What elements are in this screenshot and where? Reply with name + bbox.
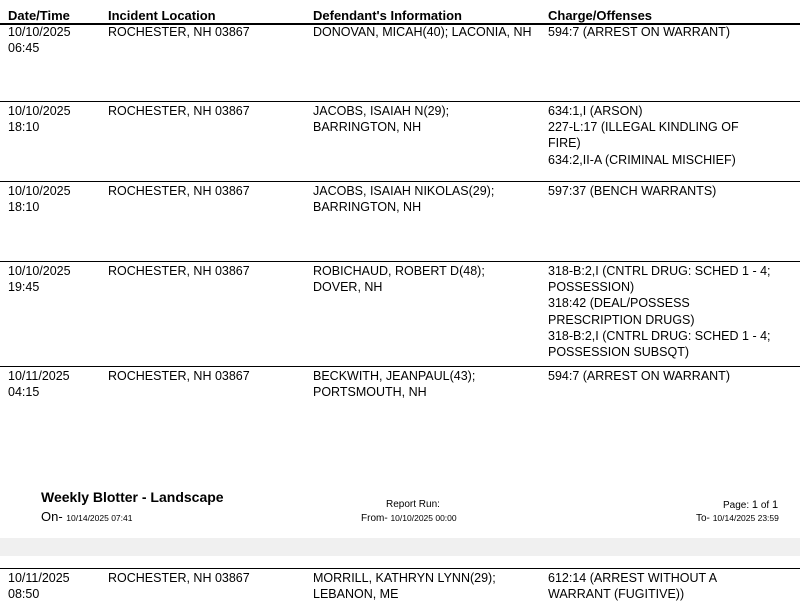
- header-charges: Charge/Offenses: [548, 8, 653, 23]
- row-location: ROCHESTER, NH 03867: [108, 104, 250, 118]
- to-label: To-: [696, 513, 710, 524]
- row-charges: 597:37 (BENCH WARRANTS): [548, 184, 717, 198]
- page-total: 1: [771, 499, 779, 511]
- row-defendant: DONOVAN, MICAH(40); LACONIA, NH: [313, 25, 532, 39]
- on-label: On-: [41, 509, 63, 524]
- row-divider: [0, 366, 800, 367]
- header-defendant: Defendant's Information: [313, 8, 462, 23]
- to-date: [696, 513, 779, 524]
- page-number: 1: [751, 499, 759, 511]
- to-value: 10/14/2025 23:59: [712, 513, 779, 523]
- from-date: [361, 513, 457, 524]
- row-date: 10/10/2025 06:45: [8, 25, 71, 56]
- row-divider: [0, 568, 800, 569]
- row-date: 10/11/2025 08:50: [8, 571, 70, 602]
- row-charges: 594:7 (ARREST ON WARRANT): [548, 369, 730, 383]
- row-defendant: ROBICHAUD, ROBERT D(48); DOVER, NH: [313, 264, 485, 295]
- generated-on: [41, 509, 132, 524]
- page-of: of: [760, 500, 770, 511]
- row-location: ROCHESTER, NH 03867: [108, 571, 250, 585]
- row-charges: 634:1,I (ARSON) 227-L:17 (ILLEGAL KINDLING OF FIRE) 634:2,II-A (CRIMINAL MISCHIEF): [548, 104, 739, 167]
- row-divider: [0, 101, 800, 102]
- row-charges: 318-B:2,I (CNTRL DRUG: SCHED 1 - 4; POSSESSION) 318:42 (DEAL/POSSESS PRESCRIPTION DRUGS) 318-B:2,I (CNTRL DRUG: SCHED 1 - 4; POSSESSION SUBSQT): [548, 264, 771, 360]
- row-defendant: BECKWITH, JEANPAUL(43); PORTSMOUTH, NH: [313, 369, 476, 400]
- row-charges: 612:14 (ARREST WITHOUT A WARRANT (FUGITIVE)): [548, 571, 718, 602]
- row-divider: [0, 181, 800, 182]
- row-location: ROCHESTER, NH 03867: [108, 25, 250, 39]
- row-location: ROCHESTER, NH 03867: [108, 369, 250, 383]
- row-divider: [0, 261, 800, 262]
- from-label: From-: [361, 513, 388, 524]
- row-location: ROCHESTER, NH 03867: [108, 264, 250, 278]
- row-charges: 594:7 (ARREST ON WARRANT): [548, 25, 730, 39]
- page-footer: [0, 488, 800, 528]
- page-label: Page:: [723, 500, 750, 511]
- row-date: 10/11/2025 04:15: [8, 369, 70, 400]
- row-date: 10/10/2025 19:45: [8, 264, 71, 295]
- page-break: [0, 538, 800, 556]
- header-location: Incident Location: [108, 8, 216, 23]
- row-date: 10/10/2025 18:10: [8, 184, 71, 215]
- report-run-label: Report Run:: [386, 499, 440, 510]
- page-indicator: [723, 499, 778, 511]
- on-value: 10/14/2025 07:41: [66, 513, 133, 523]
- row-defendant: JACOBS, ISAIAH N(29); BARRINGTON, NH: [313, 104, 450, 135]
- row-defendant: JACOBS, ISAIAH NIKOLAS(29); BARRINGTON, NH: [313, 184, 495, 215]
- row-date: 10/10/2025 18:10: [8, 104, 71, 135]
- row-location: ROCHESTER, NH 03867: [108, 184, 250, 198]
- from-value: 10/10/2025 00:00: [390, 513, 457, 523]
- row-defendant: MORRILL, KATHRYN LYNN(29); LEBANON, ME: [313, 571, 496, 602]
- report-title: Weekly Blotter - Landscape: [41, 489, 224, 505]
- header-date: Date/Time: [8, 8, 70, 23]
